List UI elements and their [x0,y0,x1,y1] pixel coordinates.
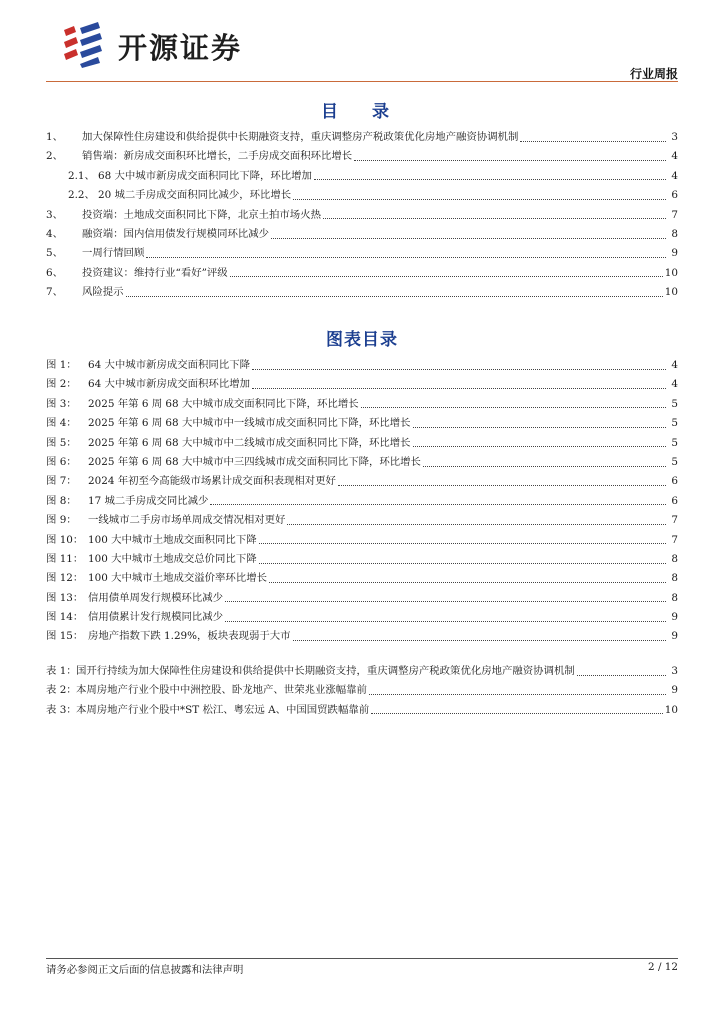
leader-dots [577,674,666,676]
entry-title: 2025 年第 6 周 68 大中城市中三四线城市成交面积同比下降，环比增长 [88,455,421,468]
leader-dots [293,639,666,641]
figure-list-title: 图表目录 [326,330,398,350]
entry-title: 2025 年第 6 周 68 大中城市中二线城市成交面积同比下降，环比增长 [88,436,411,449]
entry-number: 图 7： [46,475,77,488]
leader-dots [338,484,666,486]
leader-dots [287,523,666,525]
entry-title: 100 大中城市土地成交面积同比下降 [88,533,257,546]
entry-number: 表 3： [46,703,77,716]
footer-disclaimer: 请务必参阅正文后面的信息披露和法律声明 [46,964,244,976]
logo [60,22,290,68]
toc-entry[interactable] [46,283,678,302]
entry-title: 投资建议：维持行业“看好”评级 [82,266,228,279]
toc-entry[interactable] [46,128,678,147]
leader-dots [354,159,666,161]
entry-page: 10 [664,703,678,716]
entry-number: 5、 [46,247,64,260]
leader-dots [371,712,663,714]
toc-entry[interactable] [46,225,678,244]
leader-dots [423,465,666,467]
entry-page: 5 [671,397,678,410]
entry-number: 3、 [46,208,64,221]
entry-number: 图 11： [46,552,84,565]
footer-page-number: 2 / 12 [648,961,678,973]
entry-title: 64 大中城市新房成交面积同比下降 [88,359,250,371]
figure-entry[interactable] [46,550,678,569]
table-list [46,662,678,720]
figure-entry[interactable] [46,589,678,608]
entry-title: 17 城二手房成交同比减少 [88,494,209,507]
leader-dots [314,178,666,180]
entry-page: 9 [671,611,678,624]
entry-title: 100 大中城市土地成交总价同比下降 [88,552,257,565]
entry-title: 100 大中城市土地成交溢价率环比增长 [88,572,267,585]
leader-dots [520,140,666,142]
entry-title: 投资端：土地成交面积同比下降，北京土拍市场火热 [82,208,321,221]
figure-list [46,356,678,647]
leader-dots [271,237,666,239]
entry-page: 4 [671,378,678,391]
entry-page: 3 [671,665,678,677]
entry-title: 加大保障性住房建设和供给提供中长期融资支持，重庆调整房产税政策优化房地产融资协调机制 [82,131,519,143]
figure-entry[interactable] [46,395,678,414]
entry-number: 图 15： [46,630,84,643]
entry-number: 图 5： [46,436,77,449]
entry-page: 3 [671,131,678,143]
leader-dots [361,406,666,408]
entry-title: 本周房地产行业个股中中洲控股、卧龙地产、世荣兆业涨幅靠前 [76,684,367,697]
entry-page: 5 [671,455,678,468]
logo-text: 开源证券 [118,31,243,65]
entry-number: 图 14： [46,611,84,624]
header-rule [46,81,678,82]
doc-type-label: 行业周报 [629,67,678,81]
entry-title: 国开行持续为加大保障性住房建设和供给提供中长期融资支持，重庆调整房产税政策优化房地产融资协调机制 [76,665,575,677]
figure-entry[interactable] [46,453,678,472]
entry-number: 4、 [46,227,64,240]
figure-entry[interactable] [46,627,678,646]
leader-dots [252,368,666,370]
entry-number: 1、 [46,131,64,143]
toc-entry[interactable] [46,206,678,225]
entry-page: 10 [664,286,678,299]
entry-page: 6 [671,494,678,507]
entry-number: 2、 [46,150,64,163]
figure-entry[interactable] [46,356,678,375]
entry-page: 7 [671,514,678,527]
entry-number: 图 13： [46,591,84,604]
leader-dots [210,503,666,505]
leader-dots [225,600,666,602]
entry-title: 信用债累计发行规模同比减少 [88,611,224,624]
entry-page: 6 [671,475,678,488]
entry-number: 图 2： [46,378,77,391]
leader-dots [225,620,666,622]
leader-dots [252,387,666,389]
leader-dots [126,295,663,297]
leader-dots [259,562,666,564]
entry-page: 7 [671,533,678,546]
table-entry[interactable] [46,701,678,720]
entry-title: 本周房地产行业个股中*ST 松江、粤宏远 A、中国国贸跌幅靠前 [76,703,370,716]
leader-dots [369,693,666,695]
entry-title: 2025 年第 6 周 68 大中城市成交面积同比下降，环比增长 [88,397,359,410]
leader-dots [146,256,666,258]
entry-title: 64 大中城市新房成交面积环比增加 [88,378,250,391]
entry-number: 图 9： [46,514,77,527]
entry-title: 信用债单周发行规模环比减少 [88,591,224,604]
figure-entry[interactable] [46,569,678,588]
entry-number: 表 2： [46,684,77,697]
entry-page: 8 [671,552,678,565]
logo-mark-icon [60,22,106,68]
entry-number: 图 1： [46,359,77,371]
toc-list [46,128,678,303]
toc-title: 目 录 [321,102,403,122]
figure-entry[interactable] [46,472,678,491]
entry-title: 2025 年第 6 周 68 大中城市中一线城市成交面积同比下降，环比增长 [88,417,411,430]
entry-title: 20 城二手房成交面积同比减少，环比增长 [98,189,292,202]
figure-entry[interactable] [46,375,678,394]
entry-number: 图 8： [46,494,77,507]
entry-number: 2.1、 [68,169,95,182]
entry-number: 6、 [46,266,64,279]
entry-title: 一周行情回顾 [82,247,145,260]
entry-page: 4 [671,169,678,182]
entry-page: 4 [671,150,678,163]
figure-entry[interactable] [46,414,678,433]
entry-page: 8 [671,591,678,604]
footer-rule [46,958,678,959]
entry-number: 图 3： [46,397,77,410]
toc-entry[interactable] [46,147,678,166]
leader-dots [230,275,663,277]
entry-number: 图 10： [46,533,84,546]
leader-dots [413,426,666,428]
entry-title: 房地产指数下跌 1.29%，板块表现弱于大市 [88,630,291,643]
entry-page: 4 [671,359,678,371]
toc-entry[interactable] [46,264,678,283]
toc-entry[interactable] [46,167,678,186]
figure-entry[interactable] [46,434,678,453]
entry-number: 表 1： [46,665,77,677]
entry-title: 销售端：新房成交面积环比增长，二手房成交面积环比增长 [82,150,353,163]
table-entry[interactable] [46,662,678,681]
entry-page: 9 [671,630,678,643]
figure-entry[interactable] [46,531,678,550]
entry-title: 融资端：国内信用债发行规模同环比减少 [82,227,270,240]
entry-page: 6 [671,189,678,202]
entry-page: 8 [671,572,678,585]
figure-entry[interactable] [46,511,678,530]
entry-number: 7、 [46,286,64,299]
entry-number: 图 12： [46,572,84,585]
entry-page: 9 [671,247,678,260]
entry-title: 风险提示 [82,286,124,299]
entry-page: 9 [671,684,678,697]
leader-dots [259,542,666,544]
entry-page: 8 [671,227,678,240]
entry-page: 5 [671,417,678,430]
leader-dots [323,217,666,219]
entry-title: 2024 年初至今高能级市场累计成交面积表现相对更好 [88,475,336,488]
entry-number: 图 6： [46,455,77,468]
entry-number: 2.2、 [68,189,95,202]
toc-entry[interactable] [46,244,678,263]
table-entry[interactable] [46,681,678,700]
leader-dots [269,581,666,583]
entry-page: 10 [664,266,678,279]
leader-dots [293,198,666,200]
entry-title: 68 大中城市新房成交面积同比下降，环比增加 [98,169,312,182]
entry-number: 图 4： [46,417,77,430]
leader-dots [413,445,666,447]
entry-page: 7 [671,208,678,221]
figure-entry[interactable] [46,608,678,627]
toc-entry[interactable] [46,186,678,205]
entry-title: 一线城市二手房市场单周成交情况相对更好 [88,514,286,527]
entry-page: 5 [671,436,678,449]
figure-entry[interactable] [46,492,678,511]
